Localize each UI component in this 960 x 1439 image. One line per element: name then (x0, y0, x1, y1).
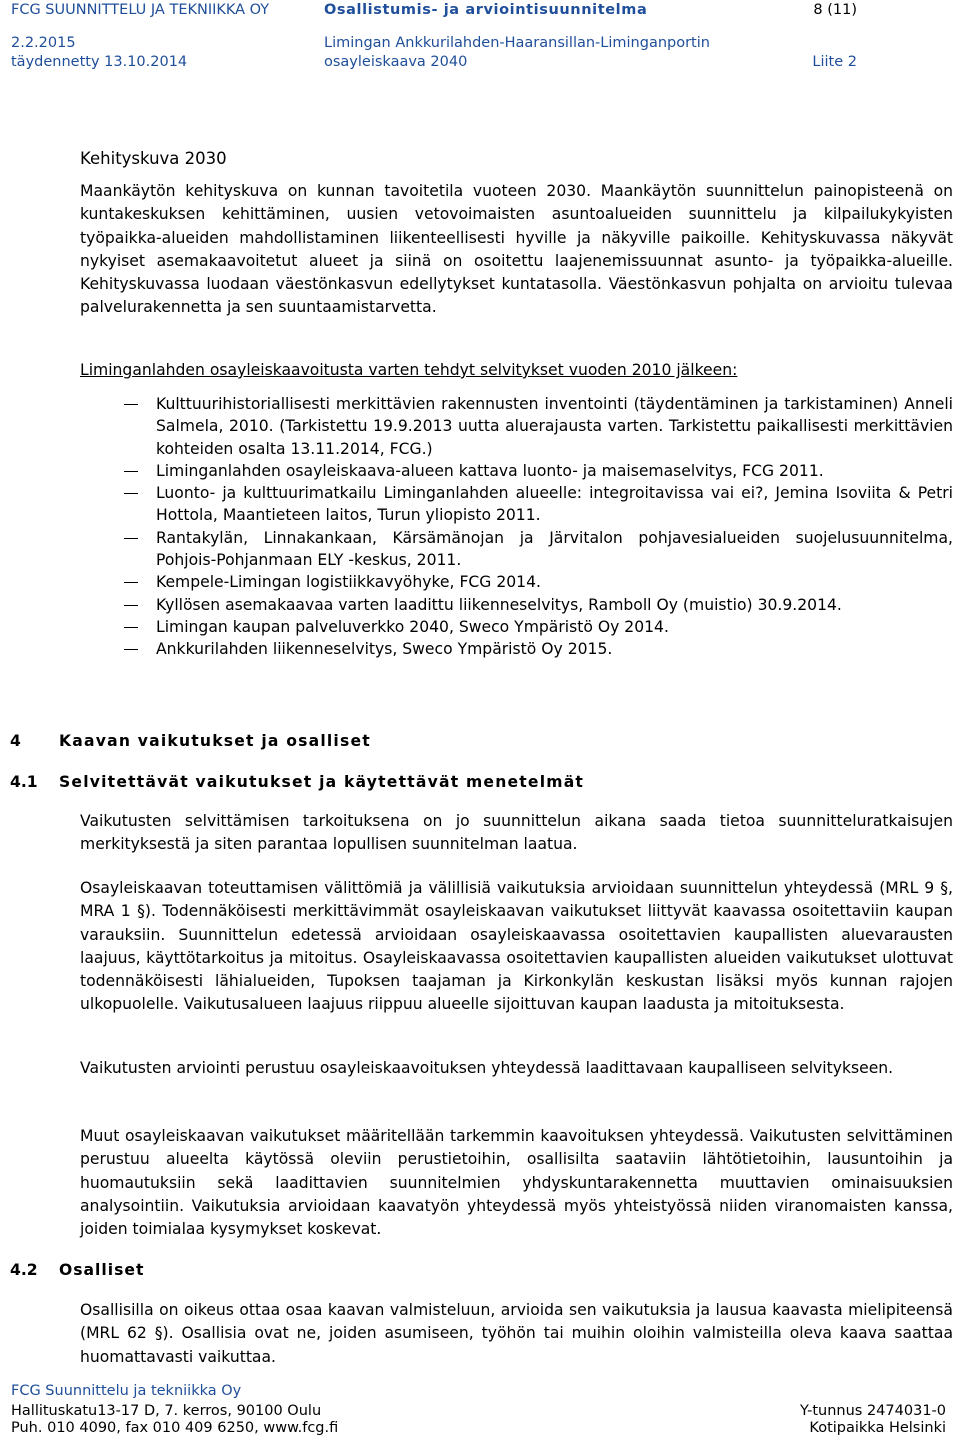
list-item: Limingan kaupan palveluverkko 2040, Sweco Ympäristö Oy 2014. (80, 616, 953, 638)
section-41-paragraph-3: Vaikutusten arviointi perustuu osayleiskaavoituksen yhteydessä laadittavaan kaupalliseen selvitykseen. (80, 1059, 894, 1077)
list-item: Liminganlahden osayleiskaava-alueen kattava luonto- ja maisemaselvitys, FCG 2011. (80, 460, 953, 482)
footer-company: FCG Suunnittelu ja tekniikka Oy (11, 1383, 242, 1399)
kehityskuva-paragraph: Maankäytön kehityskuva on kunnan tavoitetila vuoteen 2030. Maankäytön suunnittelun painopisteenä on kuntakeskuksen kehittäminen, uusien vetovoimaisten asuntoalueiden suunnittelu ja kilpailukykyisten työpaikka-alueiden mahdollistaminen liikenteellisesti hyville ja näkyville paikoille. Kehityskuvassa näkyvät nykyiset asemakaavoitetut alueet ja siinä on osoitettu laajenemissuunnat asunto- ja työpaikka-alueille. Kehityskuvassa luodaan väestönkasvun edellytykset kuntatasolla. Väestönkasvun pohjalta on arvioitu tulevaa palvelurakennetta ja sen suuntaamistarvetta. (80, 182, 953, 317)
footer-row-3 (11, 1419, 946, 1439)
header-page-number: 8 (11) (813, 2, 857, 18)
header-doc-title: Osallistumis- ja arviointisuunnitelma (324, 2, 648, 18)
section-41-number: 4.1 (10, 773, 38, 791)
kehityskuva-heading: Kehityskuva 2030 (80, 149, 227, 168)
studies-list (80, 393, 953, 661)
header-company: FCG SUUNNITTELU JA TEKNIIKKA OY (11, 2, 270, 18)
section-42-paragraph: Osallisilla on oikeus ottaa osaa kaavan valmisteluun, arvioida sen vaikutuksia ja lausua kaavasta mielipiteensä (MRL 62 §). Osallisia ovat ne, joiden asumiseen, työhön tai muihin oloihin valmisteilla oleva kaava saattaa huomattavasti vaikuttaa. (80, 1301, 953, 1366)
list-item: Kulttuurihistoriallisesti merkittävien rakennusten inventointi (täydentäminen ja tarkistaminen) Anneli Salmela, 2010. (Tarkistettu 19.9.2013 uutta aluerajausta varten. Tarkistettu paikallisesti merkittävien kohteiden osalta 13.11.2014, FCG.) (80, 393, 953, 460)
section-4-heading (10, 730, 371, 752)
section-4-number: 4 (10, 732, 21, 750)
section-42-number: 4.2 (10, 1261, 38, 1279)
footer-domicile: Kotipaikka Helsinki (809, 1420, 946, 1436)
section-42-title: Osalliset (59, 1261, 145, 1279)
section-41-paragraph-2: Osayleiskaavan toteuttamisen välittömiä ja välillisiä vaikutuksia arvioidaan suunnittelun yhteydessä (MRL 9 §, MRA 1 §). Todennäköisesti merkittävimmät osayleiskaavan vaikutukset liittyvät kaavassa osoitettaviin kaupan varauksiin. Suunnittelun edetessä arvioidaan osayleiskaavassa osoitettavien kaupallisten aluevarausten laajuus, käyttötarkoitus ja mitoitus. Osayleiskaavassa osoitettavien kaupallisten alueiden vaikutukset ulottuvat todennäköisesti lähialueiden, Tupoksen taajaman ja Kirkonkylän keskustan lisäksi myös kunnan rajojen ulkopuolelle. Vaikutusalueen laajuus riippuu alueelle sijoittuvan kaupan laadusta ja mitoituksesta. (80, 879, 953, 1014)
section-41-paragraph-1: Vaikutusten selvittämisen tarkoituksena on jo suunnittelun aikana saada tietoa suunnitteluratkaisujen merkityksestä ja siten parantaa lopullisen suunnitelman laatua. (80, 812, 953, 854)
list-item: Kyllösen asemakaavaa varten laadittu liikenneselvitys, Ramboll Oy (muistio) 30.9.2014. (80, 594, 953, 616)
header-attachment: Liite 2 (812, 54, 857, 70)
header-plan-name-2: osayleiskaava 2040 (324, 54, 468, 70)
section-42-heading (10, 1259, 144, 1281)
header-date: 2.2.2015 (11, 35, 76, 51)
footer-address: Hallituskatu13-17 D, 7. kerros, 90100 Oulu (11, 1403, 322, 1419)
list-item: Luonto- ja kulttuurimatkailu Liminganlahden alueelle: integroitavissa vai ei?, Jemina Isoviita & Petri Hottola, Maantieteen laitos, Turun yliopisto 2011. (80, 482, 953, 527)
list-item: Ankkurilahden liikenneselvitys, Sweco Ympäristö Oy 2015. (80, 638, 953, 660)
section-4-title: Kaavan vaikutukset ja osalliset (59, 732, 371, 750)
footer-business-id: Y-tunnus 2474031-0 (799, 1403, 946, 1419)
section-41-paragraph-4: Muut osayleiskaavan vaikutukset määritellään tarkemmin kaavoituksen yhteydessä. Vaikutusten selvittäminen perustuu alueelta käytössä oleviin perustietoihin, osallisilta saataviin lähtötietoihin, lausuntoihin ja huomautuksiin sekä laadittavien suunnitelmien yhdyskuntarakennetta muuttavien ominaisuuksien analysointiin. Vaikutuksia arvioidaan kaavatyön yhteydessä myös yhteistyössä niiden viranomaisten kanssa, joiden toimialaa kysymykset koskevat. (80, 1127, 953, 1239)
header-updated: täydennetty 13.10.2014 (11, 54, 188, 70)
studies-heading: Liminganlahden osayleiskaavoitusta varten tehdyt selvitykset vuoden 2010 jälkeen: (80, 361, 738, 379)
footer-contact: Puh. 010 4090, fax 010 409 6250, www.fcg.fi (11, 1420, 339, 1436)
list-item: Rantakylän, Linnakankaan, Kärsämänojan ja Järvitalon pohjavesialueiden suojelusuunnitelma, Pohjois-Pohjanmaan ELY -keskus, 2011. (80, 527, 953, 572)
list-item: Kempele-Limingan logistiikkavyöhyke, FCG 2014. (80, 571, 953, 593)
header-plan-name-1: Limingan Ankkurilahden-Haaransillan-Liminganportin (324, 35, 710, 51)
section-41-heading (10, 771, 584, 793)
section-41-title: Selvitettävät vaikutukset ja käytettävät menetelmät (59, 773, 585, 791)
